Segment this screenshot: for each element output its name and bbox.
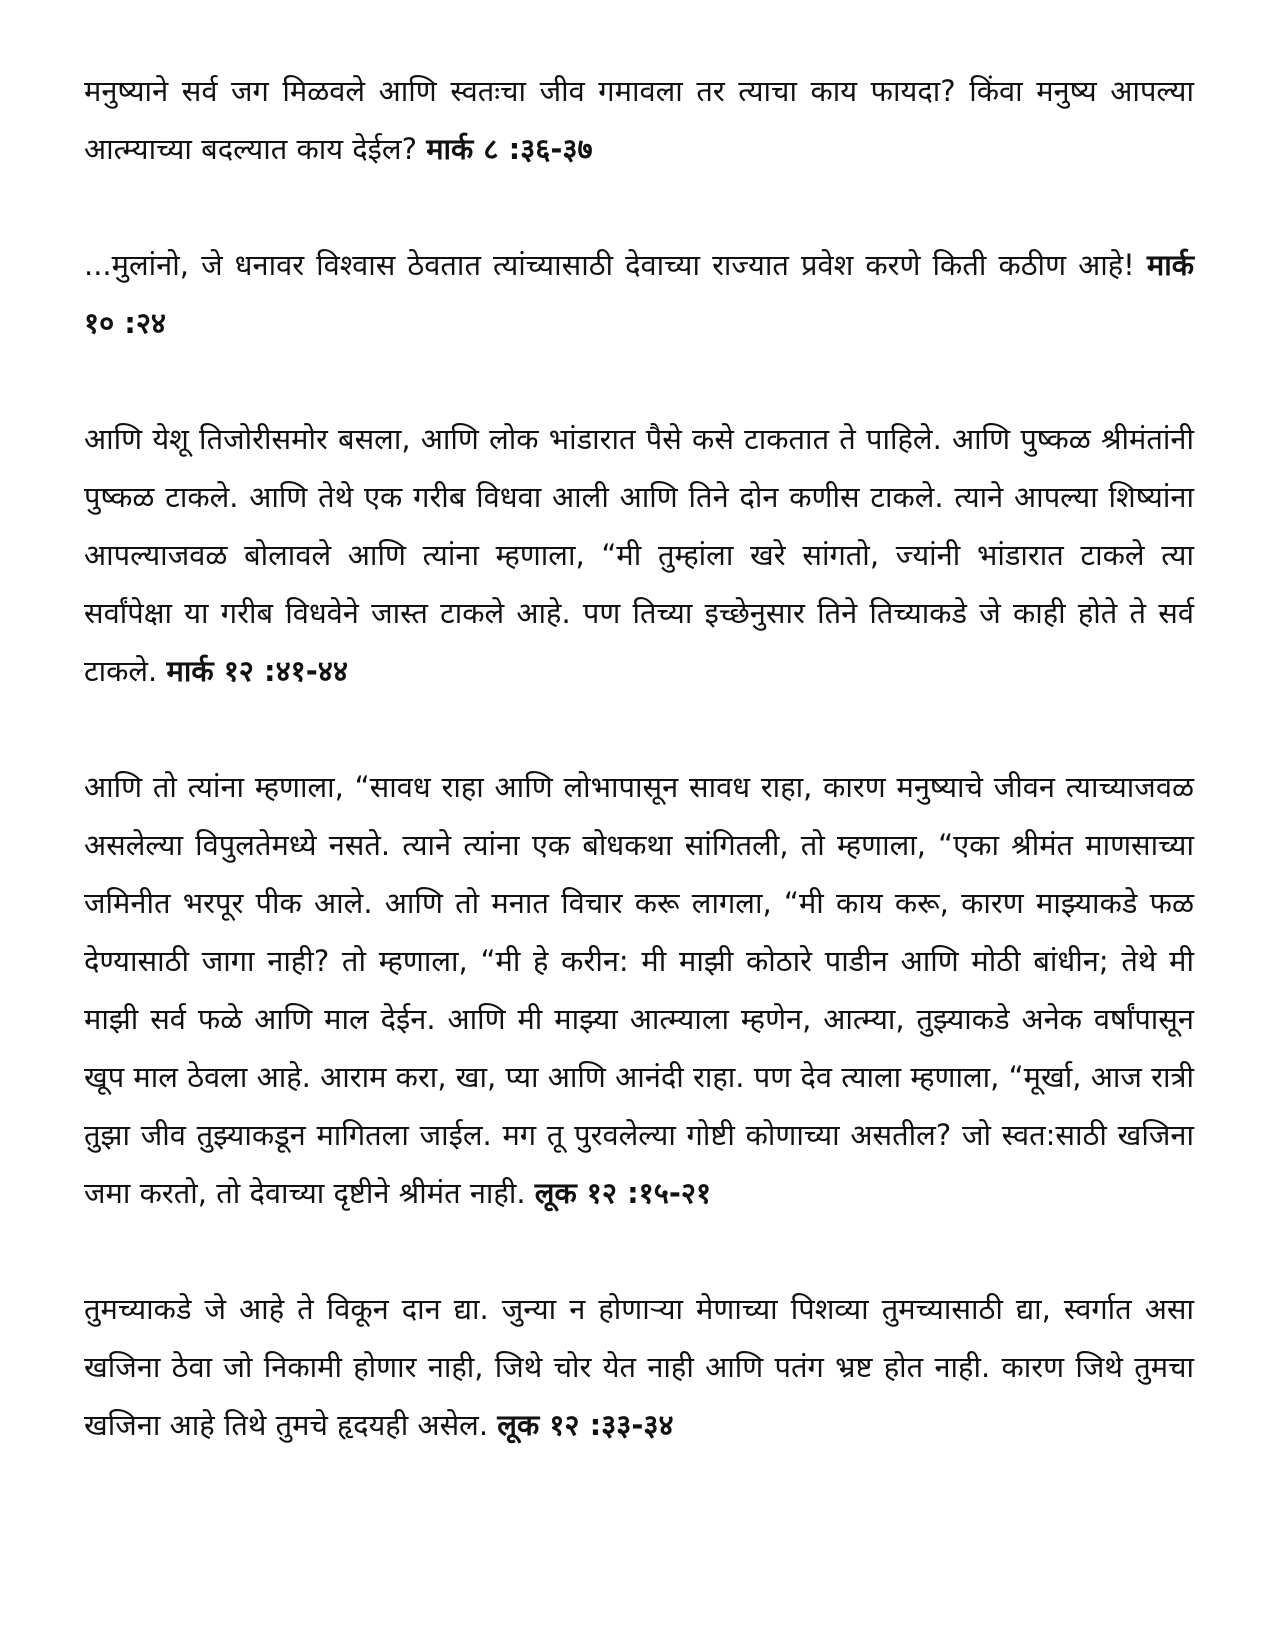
passage-text: ...मुलांनो, जे धनावर विश्वास ठेवतात त्यांच्यासाठी देवाच्या राज्यात प्रवेश करणे किती कठीण आहे! bbox=[84, 248, 1135, 282]
scripture-reference: लूक १२ :३३-३४ bbox=[497, 1408, 674, 1442]
scripture-reference: मार्क ८ :३६-३७ bbox=[426, 132, 593, 166]
passage-mark-8 bbox=[84, 62, 1194, 178]
document-page bbox=[84, 62, 1194, 1512]
passage-text: तुमच्याकडे जे आहे ते विकून दान द्या. जुन्या न होणाऱ्या मेणाच्या पिशव्या तुमच्यासाठी द्या, स्वर्गात असा खजिना ठेवा जो निकामी होणार नाही, जिथे चोर येत नाही आणि पतंग भ्रष्ट होत नाही. कारण जिथे तुमचा खजिना आहे तिथे तुमचे हृदयही असेल. bbox=[84, 1292, 1194, 1442]
scripture-reference: मार्क १२ :४१-४४ bbox=[166, 654, 348, 688]
passage-text: मनुष्याने सर्व जग मिळवले आणि स्वतःचा जीव गमावला तर त्याचा काय फायदा? किंवा मनुष्य आपल्या आत्म्याच्या बदल्यात काय देईल? bbox=[84, 74, 1194, 166]
passage-luke-12-33 bbox=[84, 1280, 1194, 1454]
passage-luke-12-15 bbox=[84, 758, 1194, 1222]
passage-mark-10 bbox=[84, 236, 1194, 352]
passage-mark-12 bbox=[84, 410, 1194, 700]
passage-text: आणि तो त्यांना म्हणाला, “सावध राहा आणि लोभापासून सावध राहा, कारण मनुष्याचे जीवन त्याच्याजवळ असलेल्या विपुलतेमध्ये नसते. त्याने त्यांना एक बोधकथा सांगितली, तो म्हणाला, “एका श्रीमंत माणसाच्या जमिनीत भरपूर पीक आले. आणि तो मनात विचार करू लागला, “मी काय करू, कारण माझ्याकडे फळ देण्यासाठी जागा नाही? तो म्हणाला, “मी हे करीन: मी माझी कोठारे पाडीन आणि मोठी बांधीन; तेथे मी माझी सर्व फळे आणि माल देईन. आणि मी माझ्या आत्म्याला म्हणेन, आत्म्या, तुझ्याकडे अनेक वर्षांपासून खूप माल ठेवला आहे. आराम करा, खा, प्या आणि आनंदी राहा. पण देव त्याला म्हणाला, “मूर्खा, आज रात्री तुझा जीव तुझ्याकडून मागितला जाईल. मग तू पुरवलेल्या गोष्टी कोणाच्या असतील? जो स्वत:साठी खजिना जमा करतो, तो देवाच्या दृष्टीने श्रीमंत नाही. bbox=[84, 770, 1194, 1210]
scripture-reference: लूक १२ :१५-२१ bbox=[534, 1176, 712, 1210]
scripture-reference: मार्क १० :२४ bbox=[84, 248, 1194, 340]
passage-text: आणि येशू तिजोरीसमोर बसला, आणि लोक भांडारात पैसे कसे टाकतात ते पाहिले. आणि पुष्कळ श्रीमंतांनी पुष्कळ टाकले. आणि तेथे एक गरीब विधवा आली आणि तिने दोन कणीस टाकले. त्याने आपल्या शिष्यांना आपल्याजवळ बोलावले आणि त्यांना म्हणाला, “मी तुम्हांला खरे सांगतो, ज्यांनी भांडारात टाकले त्या सर्वांपेक्षा या गरीब विधवेने जास्त टाकले आहे. पण तिच्या इच्छेनुसार तिने तिच्याकडे जे काही होते ते सर्व टाकले. bbox=[84, 422, 1194, 688]
